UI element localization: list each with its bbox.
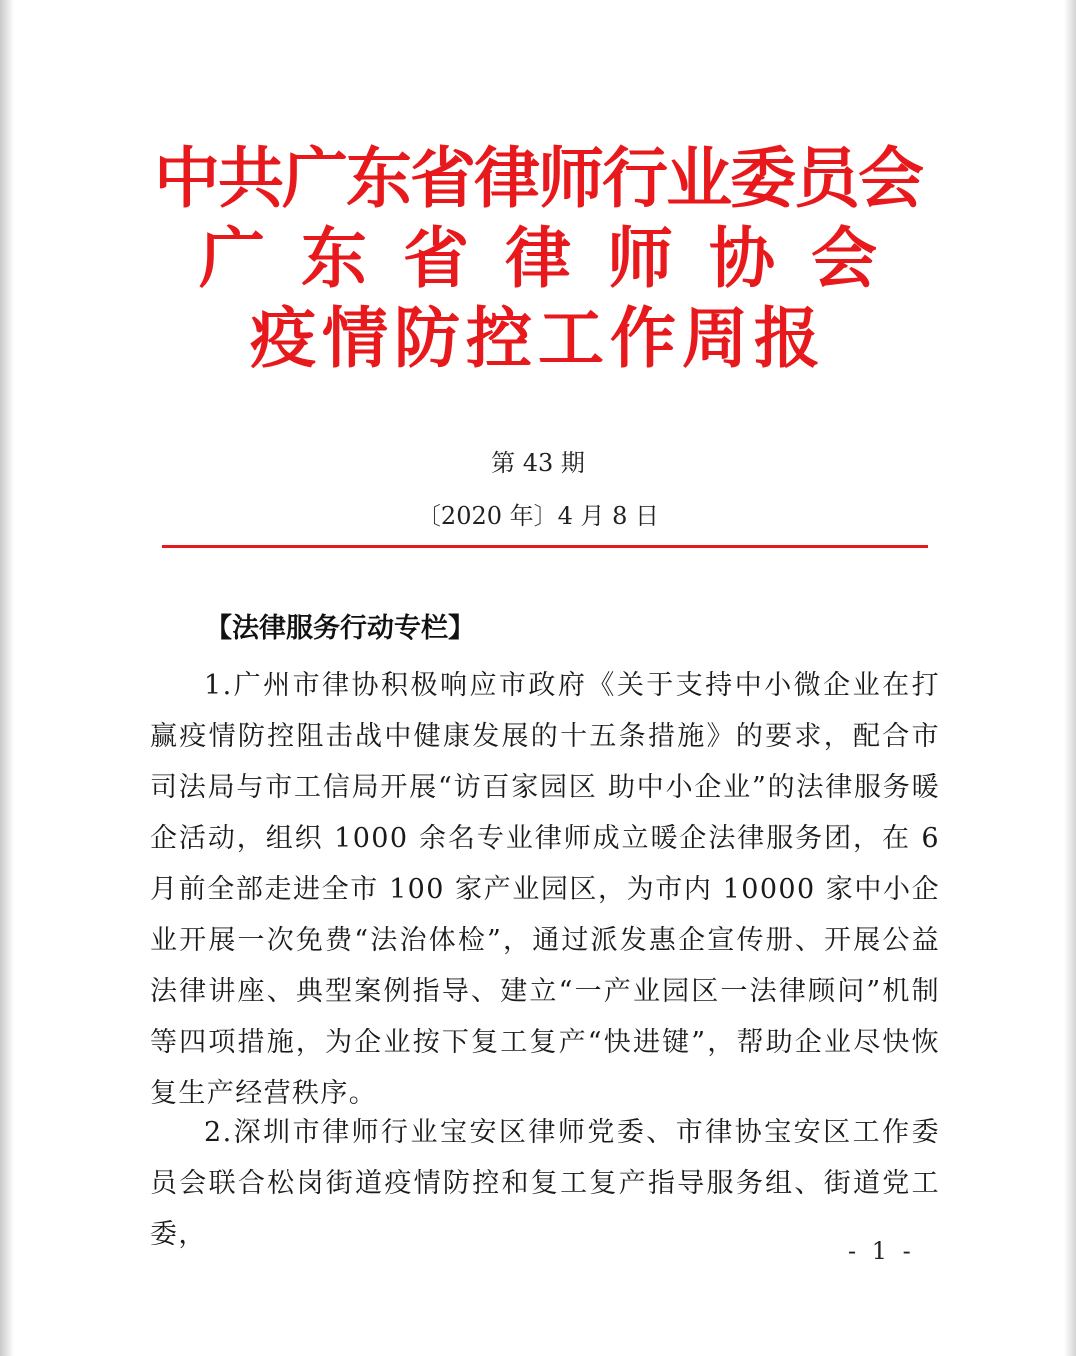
red-divider-line — [162, 545, 928, 548]
page-number: - 1 - — [848, 1237, 915, 1265]
masthead-line-2: 广东省律师协会 — [199, 219, 913, 297]
paragraph-1: 1.广州市律协积极响应市政府《关于支持中小微企业在打赢疫情防控阻击战中健康发展的十五条措施》的要求，配合市司法局与市工信局开展“访百家园区 助中小企业”的法律服务暖企活动，组织 1000 余名专业律师成立暖企法律服务团，在 6 月前全部走进全市 100 家产业园区，为市内 10000 家中小企业开展一次免费“法治体检”，通过派发惠企宣传册、开展公益法律讲座、典型案例指导、建立“一产业园区一法律顾问”机制等四项措施，为企业按下复工复产“快进键”，帮助企业尽快恢复生产经营秩序。 — [150, 670, 940, 1109]
issue-date: 〔2020 年〕4 月 8 日 — [416, 502, 660, 530]
masthead-line-1: 中共广东省律师行业委员会 — [154, 139, 922, 217]
paragraph-2: 2.深圳市律师行业宝安区律师党委、市律协宝安区工作委员会联合松岗街道疫情防控和复工复产指导服务组、街道党工委， — [150, 1117, 940, 1250]
page-edge-shadow-left — [0, 0, 14, 1356]
page-edge-shadow-right — [1064, 0, 1076, 1356]
section-title: 【法律服务行动专栏】 — [205, 613, 475, 644]
issue-number: 第 43 期 — [491, 449, 585, 477]
masthead-line-3: 疫情防控工作周报 — [250, 299, 826, 377]
